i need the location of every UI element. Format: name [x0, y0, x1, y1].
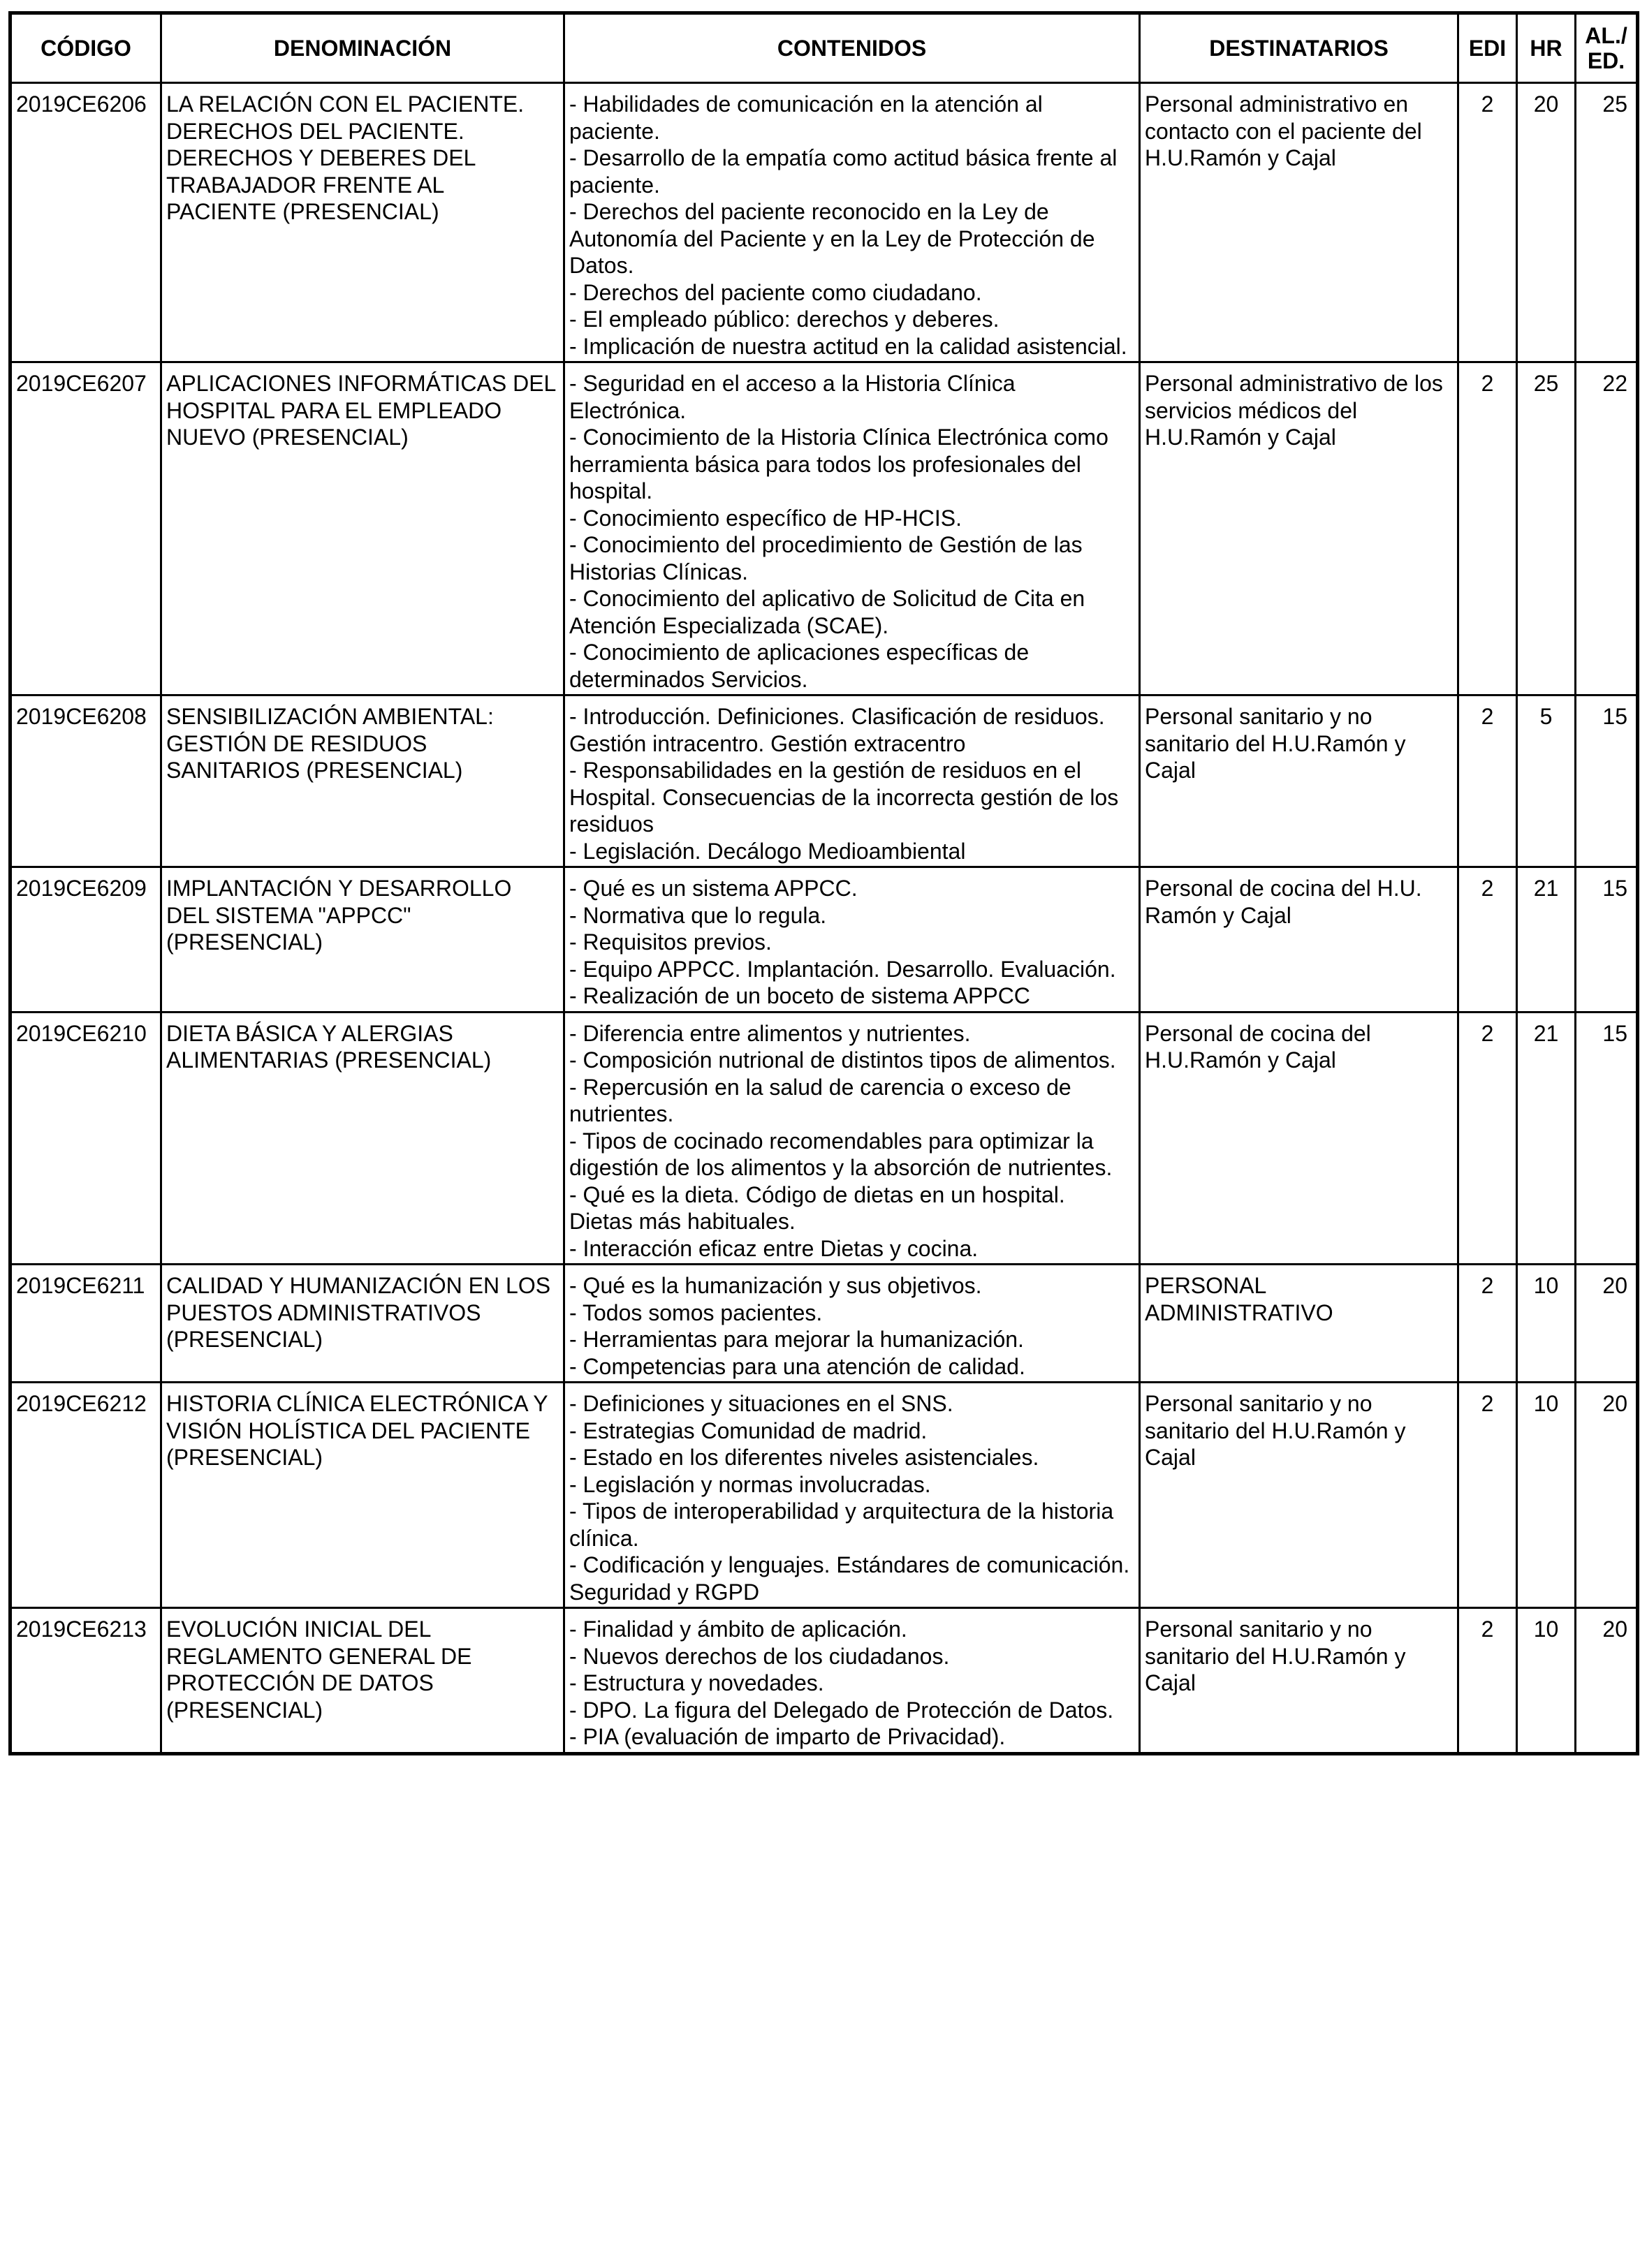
- cell-codigo: 2019CE6213: [10, 1608, 161, 1754]
- contenido-item: - Legislación. Decálogo Medioambiental: [569, 838, 966, 864]
- contenido-item: - Tipos de cocinado recomendables para optimizar la digestión de los alimentos y la absorción de nutrientes.: [569, 1128, 1113, 1180]
- contenido-item: - Requisitos previos.: [569, 929, 772, 955]
- cell-al-ed: 20: [1576, 1383, 1638, 1608]
- contenido-item: - Implicación de nuestra actitud en la calidad asistencial.: [569, 333, 1127, 359]
- contenido-item: - Todos somos pacientes.: [569, 1299, 823, 1325]
- cell-al-ed: 25: [1576, 83, 1638, 362]
- cell-contenidos: [564, 1265, 1140, 1383]
- contenido-item: - Codificación y lenguajes. Estándares de comunicación. Seguridad y RGPD: [569, 1552, 1130, 1605]
- contenido-item: - Estado en los diferentes niveles asistenciales.: [569, 1445, 1039, 1470]
- table-row: [10, 695, 1638, 867]
- contenido-item: - Normativa que lo regula.: [569, 902, 827, 928]
- contenido-item: - PIA (evaluación de imparto de Privacidad).: [569, 1724, 1006, 1749]
- contenido-item: - Qué es la humanización y sus objetivos.: [569, 1273, 982, 1298]
- cell-contenidos: [564, 695, 1140, 867]
- contenido-item: - Derechos del paciente como ciudadano.: [569, 279, 982, 305]
- table-row: [10, 1265, 1638, 1383]
- cell-contenidos: [564, 362, 1140, 695]
- contenido-item: - Definiciones y situaciones en el SNS.: [569, 1391, 953, 1416]
- cell-al-ed: 20: [1576, 1608, 1638, 1754]
- cell-edi: 2: [1458, 1012, 1517, 1265]
- contenido-item: - Seguridad en el acceso a la Historia Clínica Electrónica.: [569, 371, 1016, 423]
- table-row: [10, 867, 1638, 1012]
- contenido-item: - Conocimiento de aplicaciones específicas de determinados Servicios.: [569, 640, 1030, 692]
- cell-destinatarios: Personal administrativo de los servicios médicos del H.U.Ramón y Cajal: [1140, 362, 1458, 695]
- header-row: [10, 13, 1638, 83]
- cell-denominacion: CALIDAD Y HUMANIZACIÓN EN LOS PUESTOS ADMINISTRATIVOS (PRESENCIAL): [161, 1265, 564, 1383]
- cell-edi: 2: [1458, 695, 1517, 867]
- table-row: [10, 1608, 1638, 1754]
- cell-denominacion: SENSIBILIZACIÓN AMBIENTAL: GESTIÓN DE RESIDUOS SANITARIOS (PRESENCIAL): [161, 695, 564, 867]
- cell-al-ed: 22: [1576, 362, 1638, 695]
- cell-denominacion: APLICACIONES INFORMÁTICAS DEL HOSPITAL PARA EL EMPLEADO NUEVO (PRESENCIAL): [161, 362, 564, 695]
- cell-hr: 10: [1517, 1608, 1576, 1754]
- cell-hr: 20: [1517, 83, 1576, 362]
- table-row: [10, 1012, 1638, 1265]
- cell-al-ed: 15: [1576, 695, 1638, 867]
- contenido-item: - Nuevos derechos de los ciudadanos.: [569, 1643, 950, 1669]
- contenido-item: - Conocimiento de la Historia Clínica Electrónica como herramienta básica para todos los profesionales del hospital.: [569, 425, 1108, 503]
- courses-table: [8, 11, 1639, 1755]
- contenido-item: - Conocimiento específico de HP-HCIS.: [569, 505, 962, 531]
- header-destinatarios: DESTINATARIOS: [1140, 13, 1458, 83]
- cell-codigo: 2019CE6209: [10, 867, 161, 1012]
- cell-destinatarios: Personal de cocina del H.U.Ramón y Cajal: [1140, 1012, 1458, 1265]
- cell-edi: 2: [1458, 1265, 1517, 1383]
- cell-codigo: 2019CE6206: [10, 83, 161, 362]
- header-contenidos: CONTENIDOS: [564, 13, 1140, 83]
- contenido-item: - Desarrollo de la empatía como actitud básica frente al paciente.: [569, 145, 1118, 198]
- cell-contenidos: [564, 1608, 1140, 1754]
- contenido-item: - Estrategias Comunidad de madrid.: [569, 1418, 928, 1443]
- cell-denominacion: EVOLUCIÓN INICIAL DEL REGLAMENTO GENERAL DE PROTECCIÓN DE DATOS (PRESENCIAL): [161, 1608, 564, 1754]
- cell-contenidos: [564, 867, 1140, 1012]
- contenido-item: - Realización de un boceto de sistema APPCC: [569, 983, 1030, 1008]
- header-al-ed: AL./ ED.: [1576, 13, 1638, 83]
- contenido-item: - Herramientas para mejorar la humanización.: [569, 1327, 1024, 1352]
- header-denominacion: DENOMINACIÓN: [161, 13, 564, 83]
- cell-codigo: 2019CE6210: [10, 1012, 161, 1265]
- table-row: [10, 362, 1638, 695]
- cell-denominacion: LA RELACIÓN CON EL PACIENTE. DERECHOS DEL PACIENTE. DERECHOS Y DEBERES DEL TRABAJADOR FRENTE AL PACIENTE (PRESENCIAL): [161, 83, 564, 362]
- header-codigo: CÓDIGO: [10, 13, 161, 83]
- cell-denominacion: HISTORIA CLÍNICA ELECTRÓNICA Y VISIÓN HOLÍSTICA DEL PACIENTE (PRESENCIAL): [161, 1383, 564, 1608]
- cell-destinatarios: Personal de cocina del H.U. Ramón y Cajal: [1140, 867, 1458, 1012]
- cell-edi: 2: [1458, 83, 1517, 362]
- cell-destinatarios: Personal sanitario y no sanitario del H.U.Ramón y Cajal: [1140, 1608, 1458, 1754]
- contenido-item: - Qué es un sistema APPCC.: [569, 876, 858, 901]
- cell-hr: 5: [1517, 695, 1576, 867]
- cell-al-ed: 15: [1576, 867, 1638, 1012]
- contenido-item: - El empleado público: derechos y deberes.: [569, 307, 1000, 332]
- contenido-item: - Conocimiento del aplicativo de Solicitud de Cita en Atención Especializada (SCAE).: [569, 586, 1085, 638]
- contenido-item: - DPO. La figura del Delegado de Protección de Datos.: [569, 1697, 1114, 1723]
- cell-codigo: 2019CE6211: [10, 1265, 161, 1383]
- cell-destinatarios: Personal sanitario y no sanitario del H.U.Ramón y Cajal: [1140, 695, 1458, 867]
- contenido-item: - Introducción. Definiciones. Clasificación de residuos. Gestión intracentro. Gestión extracentro: [569, 704, 1105, 756]
- cell-al-ed: 15: [1576, 1012, 1638, 1265]
- table-row: [10, 83, 1638, 362]
- cell-destinatarios: Personal administrativo en contacto con el paciente del H.U.Ramón y Cajal: [1140, 83, 1458, 362]
- header-hr: HR: [1517, 13, 1576, 83]
- cell-codigo: 2019CE6208: [10, 695, 161, 867]
- header-edi: EDI: [1458, 13, 1517, 83]
- cell-destinatarios: PERSONAL ADMINISTRATIVO: [1140, 1265, 1458, 1383]
- table-row: [10, 1383, 1638, 1608]
- cell-hr: 25: [1517, 362, 1576, 695]
- cell-hr: 21: [1517, 1012, 1576, 1265]
- cell-hr: 10: [1517, 1265, 1576, 1383]
- cell-hr: 21: [1517, 867, 1576, 1012]
- contenido-item: - Habilidades de comunicación en la atención al paciente.: [569, 91, 1043, 144]
- cell-destinatarios: Personal sanitario y no sanitario del H.U.Ramón y Cajal: [1140, 1383, 1458, 1608]
- cell-edi: 2: [1458, 362, 1517, 695]
- contenido-item: - Qué es la dieta. Código de dietas en un hospital. Dietas más habituales.: [569, 1181, 1065, 1234]
- contenido-item: - Legislación y normas involucradas.: [569, 1471, 931, 1497]
- cell-denominacion: DIETA BÁSICA Y ALERGIAS ALIMENTARIAS (PRESENCIAL): [161, 1012, 564, 1265]
- cell-contenidos: [564, 83, 1140, 362]
- cell-denominacion: IMPLANTACIÓN Y DESARROLLO DEL SISTEMA "APPCC" (PRESENCIAL): [161, 867, 564, 1012]
- contenido-item: - Repercusión en la salud de carencia o exceso de nutrientes.: [569, 1074, 1071, 1126]
- contenido-item: - Responsabilidades en la gestión de residuos en el Hospital. Consecuencias de la incorrecta gestión de los residuos: [569, 758, 1119, 837]
- contenido-item: - Interacción eficaz entre Dietas y cocina.: [569, 1235, 979, 1261]
- contenido-item: - Equipo APPCC. Implantación. Desarrollo. Evaluación.: [569, 956, 1116, 982]
- contenido-item: - Composición nutrional de distintos tipos de alimentos.: [569, 1047, 1116, 1073]
- cell-hr: 10: [1517, 1383, 1576, 1608]
- cell-edi: 2: [1458, 1608, 1517, 1754]
- cell-codigo: 2019CE6212: [10, 1383, 161, 1608]
- cell-edi: 2: [1458, 1383, 1517, 1608]
- cell-contenidos: [564, 1012, 1140, 1265]
- contenido-item: - Tipos de interoperabilidad y arquitectura de la historia clínica.: [569, 1498, 1114, 1551]
- contenido-item: - Estructura y novedades.: [569, 1670, 824, 1695]
- cell-contenidos: [564, 1383, 1140, 1608]
- contenido-item: - Diferencia entre alimentos y nutrientes.: [569, 1020, 971, 1046]
- table-body: [10, 83, 1638, 1754]
- contenido-item: - Derechos del paciente reconocido en la Ley de Autonomía del Paciente y en la Ley de Protección de Datos.: [569, 199, 1095, 278]
- cell-al-ed: 20: [1576, 1265, 1638, 1383]
- cell-codigo: 2019CE6207: [10, 362, 161, 695]
- cell-edi: 2: [1458, 867, 1517, 1012]
- contenido-item: - Finalidad y ámbito de aplicación.: [569, 1617, 907, 1642]
- contenido-item: - Conocimiento del procedimiento de Gestión de las Historias Clínicas.: [569, 532, 1083, 584]
- contenido-item: - Competencias para una atención de calidad.: [569, 1353, 1025, 1379]
